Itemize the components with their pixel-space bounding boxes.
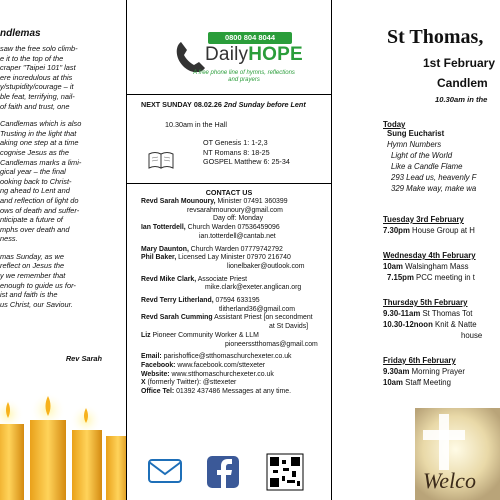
divider	[127, 183, 331, 184]
signature: Rev Sarah	[65, 354, 102, 363]
logo-name	[205, 44, 303, 66]
hymn-item: 293 Lead us, heavenly F	[391, 173, 477, 182]
contact-note: Day off: Monday	[213, 215, 264, 223]
event-line	[383, 309, 472, 319]
contact-name: Revd Terry Litherland,	[141, 297, 214, 305]
text-line: ness.	[0, 234, 18, 244]
welcome-text: Welco	[423, 468, 476, 493]
event-line	[383, 367, 465, 377]
contact-email[interactable]: lionelbaker@outlook.com	[227, 262, 305, 270]
contact-note: at St Davids]	[269, 323, 309, 331]
text-line: ows of death and suffer-	[0, 205, 80, 215]
event-text: house	[461, 331, 483, 340]
contact-email[interactable]: ian.totterdell@cantab.net	[199, 232, 276, 240]
text-line: ble feat, terrifying, nail-	[0, 91, 75, 101]
contact-entry	[141, 254, 329, 263]
text-line: aking one step at a time	[0, 138, 79, 148]
line-label: Email:	[141, 353, 162, 361]
contact-role: Licensed Lay Minister 07970 216740	[176, 254, 291, 262]
line-value[interactable]: (formerly Twitter): @sttexeter	[145, 379, 237, 387]
contact-line-x	[141, 379, 329, 388]
text-line: Trusting in the light that	[0, 128, 77, 138]
contact-entry	[141, 276, 329, 285]
contact-name: Phil Baker,	[141, 254, 177, 262]
event-time: 9.30-11am	[383, 309, 421, 318]
event-text: Staff Meeting	[402, 378, 451, 387]
line-label: Website:	[141, 370, 170, 378]
text-line: e it to the top of the	[0, 53, 64, 63]
logo-name-part2: HOPE	[248, 44, 303, 65]
event-time: 9.30am	[383, 367, 410, 376]
text-line: gical year – the final	[0, 167, 66, 177]
contact-name: Revd Mike Clark,	[141, 275, 197, 283]
hymn-item: Light of the World	[391, 151, 453, 160]
contact-role: Pioneer Community Worker & LLM	[150, 331, 259, 339]
event-line	[387, 273, 475, 283]
service-date: 1st February	[423, 56, 496, 70]
text-line: ere incredulous at this	[0, 72, 73, 82]
reflection-title: ndlemas	[0, 28, 41, 39]
next-sunday-line	[141, 100, 306, 109]
event-text: Walsingham Mass	[402, 262, 469, 271]
contact-email[interactable]: tlitherland36@gmail.com	[219, 305, 295, 313]
text-line: ooking back to Christ-	[0, 176, 72, 186]
contact-email[interactable]: pioneersstthomas@gmail.com	[225, 340, 318, 348]
text-line: ng ahead to Lent and	[0, 186, 70, 196]
email-icon[interactable]	[149, 460, 181, 482]
text-line: Candlemas which is also	[0, 119, 82, 129]
contact-entry	[141, 224, 329, 233]
text-line: us Christ, our Saviour.	[0, 299, 73, 309]
divider	[127, 94, 331, 95]
day-heading: Wednesday 4th February	[383, 251, 476, 260]
line-value[interactable]: www.stthomaschurchexeter.co.uk	[169, 370, 274, 378]
event-time: 10.30-12noon	[383, 320, 433, 329]
cross-icon	[439, 414, 449, 470]
qr-code-icon[interactable]	[267, 454, 303, 490]
contact-entry	[141, 332, 329, 341]
welcome-graphic	[415, 408, 500, 500]
contact-name: Revd Sarah Mounoury,	[141, 198, 216, 205]
contact-role: Church Warden 07779742792	[188, 245, 283, 253]
event-text: St Thomas Tot	[420, 309, 473, 318]
next-sunday-time-place: 10.30am in the Hall	[165, 120, 227, 129]
contact-name: Liz	[141, 331, 151, 339]
contact-line-facebook	[141, 362, 329, 371]
hymn-label: Hymn Numbers	[387, 140, 442, 149]
event-text: Knit & Natte	[432, 320, 477, 329]
text-line: y/stupidity/courage – it	[0, 82, 74, 92]
contact-email[interactable]: mike.clark@exeter.anglican.org	[205, 284, 302, 292]
today-heading: Today	[383, 120, 406, 129]
logo-name-part1: Daily	[205, 44, 249, 65]
contact-role: Assistant Priest [on secondment	[212, 314, 313, 322]
text-line: saw the free solo climb-	[0, 44, 78, 53]
contact-name: Ian Totterdell,	[141, 224, 186, 232]
event-text: Morning Prayer	[409, 367, 465, 376]
contact-entry	[141, 246, 329, 255]
day-heading: Tuesday 3rd February	[383, 215, 464, 224]
contacts-list	[141, 198, 329, 397]
service-column	[331, 0, 500, 500]
readings-list	[203, 138, 290, 167]
contact-email[interactable]: revsarahmounoury@gmail.com	[187, 206, 283, 214]
day-heading: Friday 6th February	[383, 356, 456, 365]
contact-role: 07594 633195	[213, 297, 260, 305]
contact-line-email	[141, 353, 329, 362]
contact-entry	[141, 198, 329, 207]
text-line: Candlemas marks a limi-	[0, 157, 82, 167]
event-line	[383, 378, 451, 388]
text-line: reflect on Jesus the	[0, 261, 65, 271]
text-line: craper "Taipei 101" last	[0, 63, 76, 73]
event-time: 7.15pm	[387, 273, 414, 282]
contact-name: Revd Sarah Cumming	[141, 314, 213, 322]
reading-gospel: GOSPEL Matthew 6: 25-34	[203, 157, 290, 166]
bible-icon	[147, 150, 175, 170]
service-time: 10.30am in the	[435, 95, 488, 104]
line-value: 01392 437486 Messages at any time.	[174, 388, 292, 396]
day-heading: Thursday 5th February	[383, 298, 468, 307]
text-line: enough to guide us for-	[0, 280, 76, 290]
hymn-item: 329 Make way, make wa	[391, 184, 477, 193]
line-label: Office Tel:	[141, 388, 175, 396]
event-line	[383, 320, 477, 330]
reflection-paragraph-2	[0, 119, 102, 244]
reflection-column	[0, 0, 126, 500]
text-line: cognise Jesus as the	[0, 147, 70, 157]
contact-entry	[141, 314, 329, 323]
contact-role: Church Warden 07536459096	[185, 224, 280, 232]
logo-tagline: A free phone line of hymns, reflections and prayers	[193, 70, 295, 83]
candles-image	[0, 380, 126, 500]
service-occasion: Candlem	[437, 76, 488, 90]
text-line: y we remember that	[0, 271, 66, 281]
text-line: ist and faith is the	[0, 290, 58, 300]
event-time: 7.30pm	[383, 226, 410, 235]
line-label: Facebook:	[141, 361, 176, 369]
contact-line-office	[141, 388, 329, 397]
contact-role: Associate Priest	[196, 275, 248, 283]
event-text: House Group at H	[409, 226, 475, 235]
contact-line-website	[141, 371, 329, 380]
line-value[interactable]: parishoffice@stthomaschurchexeter.co.uk	[161, 353, 292, 361]
line-value[interactable]: www.facebook.com/sttexeter	[175, 361, 266, 369]
contact-name: Mary Daunton,	[141, 245, 189, 253]
event-time: 10am	[383, 262, 403, 271]
reading-ot: OT Genesis 1: 1-2,3	[203, 138, 268, 147]
reflection-paragraph-1	[0, 44, 102, 111]
next-sunday-date: 08.02.26	[193, 100, 222, 109]
line-label: X	[141, 379, 146, 387]
event-line	[383, 226, 475, 236]
church-title: St Thomas,	[387, 26, 484, 48]
next-sunday-label: NEXT SUNDAY	[141, 100, 192, 109]
today-service: Sung Eucharist	[387, 129, 445, 138]
reading-nt: NT Romans 8: 18-25	[203, 147, 270, 157]
next-sunday-occasion: 2nd Sunday before Lent	[223, 100, 306, 109]
contact-title: CONTACT US	[205, 188, 253, 197]
text-line: mphs over death and	[0, 224, 70, 234]
contact-role: Minister 07491 360399	[215, 198, 288, 205]
text-line: nticipate a future of	[0, 215, 63, 225]
daily-hope-logo	[165, 30, 303, 90]
text-line: and reflection of light do	[0, 195, 79, 205]
text-line: of faith and trust, one	[0, 101, 70, 111]
facebook-icon[interactable]	[207, 456, 239, 488]
contact-entry	[141, 297, 329, 306]
event-line	[383, 262, 469, 272]
contact-icons	[127, 448, 331, 500]
event-time: 10am	[383, 378, 403, 387]
phone-icon	[173, 36, 209, 72]
text-line: mas Sunday, as we	[0, 251, 64, 261]
event-text: PCC meeting in t	[413, 273, 475, 282]
event-line	[461, 331, 482, 341]
reflection-body	[0, 44, 102, 317]
info-column	[126, 0, 332, 500]
helpline-number: 0800 804 8044	[208, 32, 292, 44]
reflection-paragraph-3	[0, 252, 102, 310]
hymn-item: Like a Candle Flame	[391, 162, 463, 171]
